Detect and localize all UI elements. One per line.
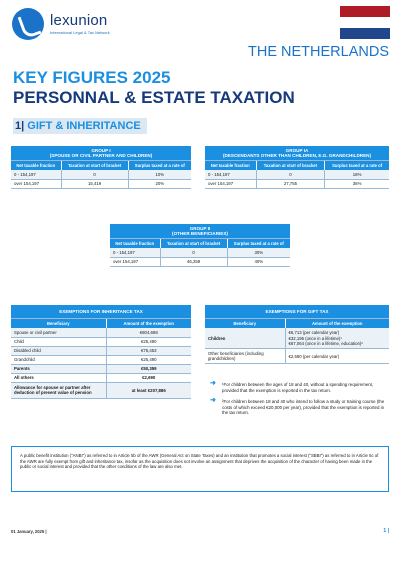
logo-tagline: International Legal & Tax Network: [50, 30, 110, 35]
group-1a-caption: GROUP IA (DESCENDANTS OTHER THAN CHILDREN, E.G. GRANDCHILDREN): [205, 146, 389, 161]
arrow-right-icon: ➜: [210, 397, 216, 405]
arrow-right-icon: ➜: [210, 380, 216, 387]
column-header: Taxation at start of bracket: [256, 161, 325, 171]
public-benefit-note: A public benefit institution ("ANBI") as referred to in Article 5b of the AWR (General Act on State Taxes) and an institution that promotes a social interest ("SBBI") as referred to in Article 5c of the AWR are fully exempt from gift and inheritance tax, insofar as the acquisition does not involve an assignment that deprives the acquisition of the character of having been made in the public or social interest and provided that the other conditions of the law are also met.: [11, 446, 389, 492]
netherlands-flag-icon: [340, 6, 390, 39]
column-header: Surplus taxed at a rate of: [227, 239, 290, 249]
page-title: KEY FIGURES 2025: [13, 68, 171, 87]
column-header: Beneficiary: [205, 319, 285, 329]
table-row: 0 - 154,197 0 10%: [11, 170, 191, 179]
section-label: GIFT & INHERITANCE: [27, 120, 141, 132]
table-row: Parents €50,359: [11, 364, 191, 373]
group-2-table: [110, 224, 290, 267]
group-1a-table: [205, 146, 389, 189]
inheritance-exemptions-table: [11, 305, 191, 399]
table-row: Children €6,713 (per calendar year) €32,195 (once in a lifetime)¹ €67,064 (once in a lifetime, education)²: [205, 328, 389, 349]
gift-exemptions-table: [205, 305, 389, 364]
table-row: Disabled child €76,453: [11, 346, 191, 355]
inheritance-exemptions-caption: EXEMPTIONS FOR INHERITANCE TAX: [11, 305, 191, 319]
logo-mark-icon: [12, 8, 44, 40]
table-row: Grandchild €25,490: [11, 355, 191, 364]
table-row: Other beneficiaries (including grandchildren) €2,690 (per calendar year): [205, 349, 389, 364]
gift-exemptions-caption: EXEMPTIONS FOR GIFT TAX: [205, 305, 389, 319]
group-1-table: [11, 146, 191, 189]
column-header: Taxation at start of bracket: [61, 161, 128, 171]
table-row: over 154,197 27,755 36%: [205, 179, 389, 188]
column-header: Surplus taxed at a rate of: [128, 161, 191, 171]
footer-date: 01 January, 2025 |: [11, 529, 47, 534]
section-heading: [13, 118, 147, 134]
table-row: Spouse or civil partner €804,698: [11, 328, 191, 337]
column-header: Net taxable fraction: [11, 161, 61, 171]
lexunion-logo: [12, 8, 152, 42]
page-subtitle: PERSONNAL & ESTATE TAXATION: [13, 88, 295, 107]
logo-name: lexunion: [50, 12, 108, 29]
column-header: Surplus taxed at a rate of: [325, 161, 389, 171]
column-header: Net taxable fraction: [205, 161, 256, 171]
group-2-caption: GROUP II (OTHER BENEFICIARIES): [110, 224, 290, 239]
table-row: over 154,197 46,259 40%: [110, 257, 290, 266]
table-row: Child €25,490: [11, 337, 191, 346]
column-header: Amount of the exemption: [285, 319, 389, 329]
table-row: over 154,197 15,419 20%: [11, 179, 191, 188]
group-1-caption: GROUP I (SPOUSE OR CIVIL PARTNER AND CHILDREN): [11, 146, 191, 161]
gift-notes: [210, 382, 390, 422]
column-header: Taxation at start of bracket: [160, 239, 227, 249]
country-name: THE NETHERLANDS: [248, 44, 389, 60]
table-row: All others €2,690: [11, 373, 191, 382]
page-number: 1 |: [383, 528, 389, 534]
column-header: Net taxable fraction: [110, 239, 160, 249]
column-header: Amount of the exemption: [106, 319, 191, 329]
table-row: Allowance for spouse or partner after deduction of present value of pension at least €207,886: [11, 382, 191, 398]
column-header: Beneficiary: [11, 319, 106, 329]
note-2: ➜ ²For children between 18 and 40 who intend to follow a study or training course (the costs of which exceed €20,000 per year), provided that the exemption is reported in the tax return.: [210, 397, 385, 416]
table-row: 0 - 154,197 0 30%: [110, 248, 290, 257]
table-row: 0 - 154,197 0 18%: [205, 170, 389, 179]
note-1: ➜ ¹For children between the ages of 18 and 40, without a spending requirement, provided that the exemption is reported in the tax return.: [210, 380, 374, 393]
section-number: 1|: [15, 120, 25, 132]
